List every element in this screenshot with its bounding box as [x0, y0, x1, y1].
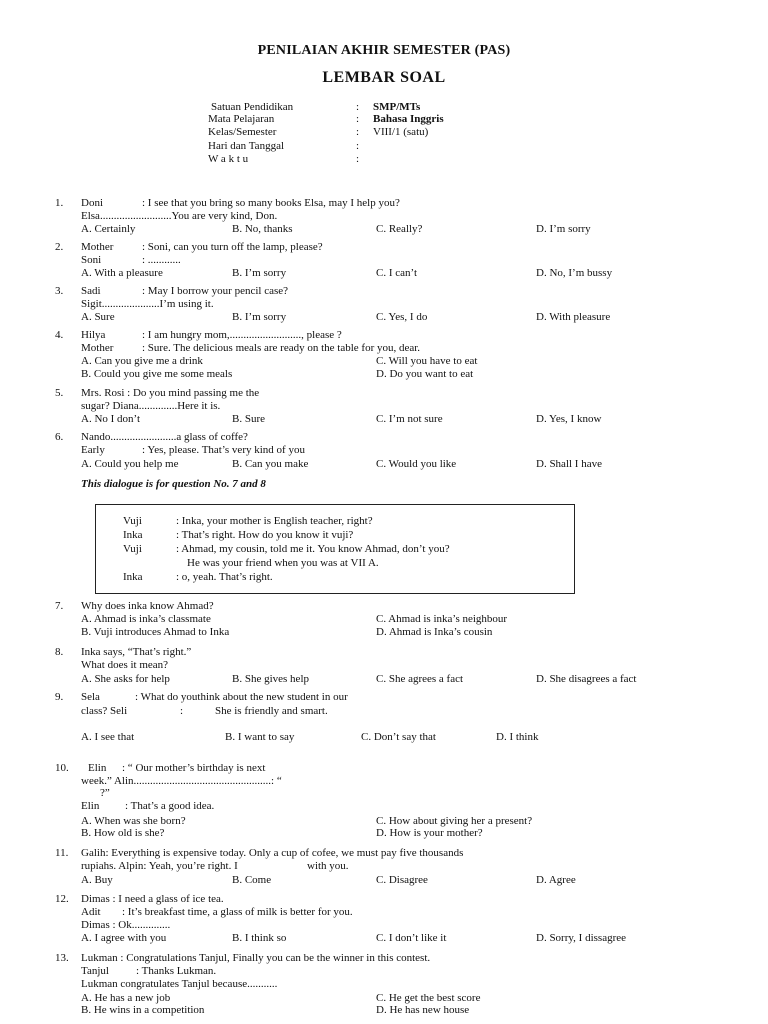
option-b[interactable]: B. Can you make — [232, 458, 309, 470]
option-c[interactable]: C. I’m not sure — [376, 413, 443, 425]
dialogue-text: : Yes, please. That’s very kind of you — [142, 444, 305, 456]
question-text: class? Seli — [81, 705, 128, 717]
option-a[interactable]: A. With a pleasure — [81, 267, 163, 279]
question-number: 8. — [55, 646, 64, 658]
question-number: 10. — [55, 762, 69, 774]
question-text: with you. — [307, 860, 349, 872]
option-d[interactable]: D. How is your mother? — [376, 827, 483, 839]
info-value: SMP/MTs — [373, 101, 421, 113]
option-b[interactable]: B. I’m sorry — [232, 267, 287, 279]
option-b[interactable]: B. He wins in a competition — [81, 1004, 205, 1016]
dialogue-text: Elsa..........................You are very kind, Don. — [81, 210, 278, 222]
speaker: Early — [81, 444, 105, 456]
question-text: : That’s a good idea. — [125, 800, 215, 812]
dialogue-text: Nando........................a glass of coffe? — [81, 431, 248, 443]
question-text: ?” — [100, 787, 110, 799]
question-text: week.” Alin..................................................: “ — [81, 775, 282, 787]
option-c[interactable]: C. Yes, I do — [376, 311, 428, 323]
option-d[interactable]: D. Ahmad is Inka’s cousin — [376, 626, 493, 638]
info-colon: : — [356, 153, 360, 165]
option-b[interactable]: B. I think so — [232, 932, 287, 944]
option-b[interactable]: B. Come — [232, 874, 272, 886]
option-c[interactable]: C. Really? — [376, 223, 423, 235]
option-a[interactable]: A. Buy — [81, 874, 113, 886]
info-label: Hari dan Tanggal — [208, 140, 285, 152]
info-label: Kelas/Semester — [208, 126, 277, 138]
speaker: Vuji — [123, 543, 142, 555]
question-number: 13. — [55, 952, 69, 964]
question-text: Dimas : I need a glass of ice tea. — [81, 893, 224, 905]
dialogue-text: : Sure. The delicious meals are ready on the table for you, dear. — [142, 342, 421, 354]
option-a[interactable]: A. No I don’t — [81, 413, 141, 425]
option-c[interactable]: C. I don’t like it — [376, 932, 447, 944]
speaker: Mother — [81, 241, 114, 253]
speaker: Sela — [81, 691, 100, 703]
option-a[interactable]: A. I see that — [81, 731, 135, 743]
speaker: Vuji — [123, 515, 142, 527]
question-text: : What do youthink about the new student in our — [135, 691, 348, 703]
option-a[interactable]: A. Sure — [81, 311, 115, 323]
speaker: Mother — [81, 342, 114, 354]
page-subtitle: LEMBAR SOAL — [322, 69, 446, 86]
speaker: Adit — [81, 906, 101, 918]
option-b[interactable]: B. How old is she? — [81, 827, 165, 839]
option-b[interactable]: B. Sure — [232, 413, 265, 425]
dialogue-text: : ............ — [142, 254, 181, 266]
question-number: 5. — [55, 387, 64, 399]
question-text: Dimas : Ok.............. — [81, 919, 171, 931]
speaker: Doni — [81, 197, 103, 209]
dialogue-text: : I see that you bring so many books Elsa, may I help you? — [142, 197, 400, 209]
option-c[interactable]: C. How about giving her a present? — [376, 815, 533, 827]
speaker: Soni — [81, 254, 102, 266]
info-colon: : — [356, 113, 360, 125]
speaker: Sadi — [81, 285, 101, 297]
option-d[interactable]: D. Sorry, I dissagree — [536, 932, 627, 944]
speaker: Elin — [81, 800, 100, 812]
option-b[interactable]: B. I’m sorry — [232, 311, 287, 323]
option-d[interactable]: D. Do you want to eat — [376, 368, 474, 380]
question-text: What does it mean? — [81, 659, 169, 671]
speaker: Inka — [123, 529, 143, 541]
option-d[interactable]: D. Shall I have — [536, 458, 602, 470]
question-text: Lukman congratulates Tanjul because........... — [81, 978, 278, 990]
option-b[interactable]: B. Vuji introduces Ahmad to Inka — [81, 626, 230, 638]
option-c[interactable]: C. Ahmad is inka’s neighbour — [376, 613, 508, 625]
option-b[interactable]: B. I want to say — [225, 731, 295, 743]
dialogue-text: : Soni, can you turn off the lamp, please? — [142, 241, 323, 253]
dialogue-text: : That’s right. How do you know it vuji? — [176, 529, 354, 541]
option-d[interactable]: D. With pleasure — [536, 311, 611, 323]
dialogue-note: This dialogue is for question No. 7 and 8 — [81, 478, 266, 490]
question-text: Galih: Everything is expensive today. Only a cup of cofee, we must pay five thousands — [81, 847, 464, 859]
dialogue-text: Sigit.....................I’m using it. — [81, 298, 214, 310]
option-c[interactable]: C. Will you have to eat — [376, 355, 478, 367]
option-d[interactable]: D. I’m sorry — [536, 223, 591, 235]
question-number: 7. — [55, 600, 64, 612]
question-text: : Thanks Lukman. — [136, 965, 217, 977]
option-d[interactable]: D. No, I’m bussy — [536, 267, 613, 279]
info-label: W a k t u — [208, 153, 249, 165]
question-text: She is friendly and smart. — [215, 705, 328, 717]
option-a[interactable]: A. He has a new job — [81, 992, 171, 1004]
question-text: Lukman : Congratulations Tanjul, Finally you can be the winner in this contest. — [81, 952, 431, 964]
option-b[interactable]: B. No, thanks — [232, 223, 293, 235]
dialogue-text: He was your friend when you was at VII A. — [187, 557, 379, 569]
option-a[interactable]: A. Ahmad is inka’s classmate — [81, 613, 211, 625]
question-number: 11. — [55, 847, 69, 859]
option-d[interactable]: D. He has new house — [376, 1004, 470, 1016]
option-a[interactable]: A. When was she born? — [81, 815, 186, 827]
info-value: Bahasa Inggris — [373, 113, 444, 125]
speaker: Inka — [123, 571, 143, 583]
dialogue-text: : Inka, your mother is English teacher, right? — [176, 515, 373, 527]
page-title: PENILAIAN AKHIR SEMESTER (PAS) — [257, 43, 511, 58]
option-d[interactable]: D. Yes, I know — [536, 413, 602, 425]
speaker: Tanjul — [81, 965, 109, 977]
info-label: Satuan Pendidikan — [211, 101, 294, 113]
dialogue-text: Mrs. Rosi : Do you mind passing me the — [81, 387, 260, 399]
info-value: VIII/1 (satu) — [373, 126, 429, 138]
question-text: : “ Our mother’s birthday is next — [122, 762, 266, 774]
option-d[interactable]: D. She disagrees a fact — [536, 673, 637, 685]
question-number: 9. — [55, 691, 64, 703]
dialogue-text: : I am hungry mom,.........................., please ? — [142, 329, 342, 341]
question-number: 4. — [55, 329, 64, 341]
dialogue-text: : o, yeah. That’s right. — [176, 571, 273, 583]
option-c[interactable]: C. Would you like — [376, 458, 457, 470]
option-b[interactable]: B. Could you give me some meals — [81, 368, 233, 380]
option-d[interactable]: D. Agree — [536, 874, 576, 886]
dialogue-text: : Ahmad, my cousin, told me it. You know Ahmad, don’t you? — [176, 543, 450, 555]
option-d[interactable]: D. I think — [496, 731, 539, 743]
dialogue-text: : May I borrow your pencil case? — [142, 285, 289, 297]
info-colon: : — [356, 101, 360, 113]
option-c[interactable]: C. Don’t say that — [361, 731, 436, 743]
info-colon: : — [356, 126, 360, 138]
question-text: rupiahs. Alpin: Yeah, you’re right. I — [81, 860, 238, 872]
option-a[interactable]: A. Can you give me a drink — [81, 355, 203, 367]
question-number: 2. — [55, 241, 64, 253]
option-a[interactable]: A. I agree with you — [81, 932, 167, 944]
speaker: Hilya — [81, 329, 106, 341]
info-label: Mata Pelajaran — [208, 113, 275, 125]
option-a[interactable]: A. Could you help me — [81, 458, 179, 470]
question-number: 6. — [55, 431, 64, 443]
question-number: 12. — [55, 893, 69, 905]
option-c[interactable]: C. He get the best score — [376, 992, 481, 1004]
option-c[interactable]: C. Disagree — [376, 874, 428, 886]
question-number: 3. — [55, 285, 64, 297]
option-c[interactable]: C. She agrees a fact — [376, 673, 464, 685]
question-text: : It’s breakfast time, a glass of milk is better for you. — [122, 906, 353, 918]
question-text: Why does inka know Ahmad? — [81, 600, 214, 612]
option-a[interactable]: A. She asks for help — [81, 673, 170, 685]
option-b[interactable]: B. She gives help — [232, 673, 309, 685]
option-c[interactable]: C. I can’t — [376, 267, 418, 279]
info-colon: : — [356, 140, 360, 152]
option-a[interactable]: A. Certainly — [81, 223, 136, 235]
question-text: Inka says, “That’s right.” — [81, 646, 192, 658]
dialogue-text: sugar? Diana..............Here it is. — [81, 400, 221, 412]
speaker: Elin — [88, 762, 107, 774]
question-text: : — [180, 705, 184, 717]
question-number: 1. — [55, 197, 64, 209]
